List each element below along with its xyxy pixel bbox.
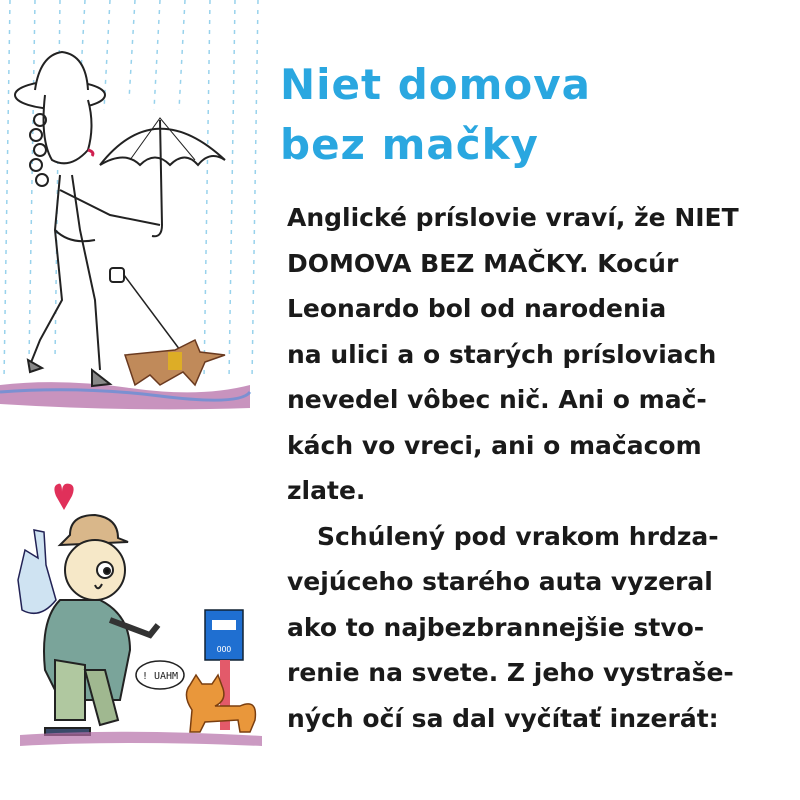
page-title (280, 55, 760, 175)
story-paragraphs (287, 195, 757, 741)
ground-strip-bottom (20, 732, 262, 746)
text-line: na ulici a o starých prísloviach (287, 339, 717, 369)
text-line: ných očí sa dal vyčítať inzerát: (287, 703, 719, 733)
woman-figure (15, 52, 180, 386)
heart-icon (54, 484, 73, 510)
man-figure (44, 515, 158, 735)
text-line: ako to najbezbrannejšie stvo- (287, 612, 705, 642)
umbrella (100, 118, 225, 236)
title-line: Niet domova (280, 60, 591, 109)
speech-bubble-text: ! UAHM (141, 671, 179, 682)
text-line: zlate. (287, 476, 366, 505)
illustration-woman-umbrella-dog (0, 0, 270, 420)
title-line: bez mačky (280, 120, 539, 169)
mailbox-text: OOO (216, 645, 232, 654)
speech-bubble (136, 661, 184, 689)
rain-lines (4, 0, 258, 380)
dog (125, 340, 225, 385)
backpack (18, 530, 56, 613)
text-line: kách vo vreci, ani o mačacom (287, 430, 702, 460)
text-line: Leonardo bol od narodenia (287, 294, 667, 323)
text-line: DOMOVA BEZ MAČKY. Kocúr (287, 248, 679, 278)
text-line: vejúceho starého auta vyzeral (287, 567, 713, 596)
text-line: Anglické príslovie vraví, že NIET (287, 203, 739, 232)
text-line: renie na svete. Z jeho vystraše- (287, 658, 734, 687)
illustration-man-cat-mailbox (0, 470, 270, 770)
text-line: nevedel vôbec nič. Ani o mač- (287, 385, 707, 414)
text-line: Schúlený pod vrakom hrdza- (317, 521, 719, 551)
ground-strip (0, 382, 250, 409)
